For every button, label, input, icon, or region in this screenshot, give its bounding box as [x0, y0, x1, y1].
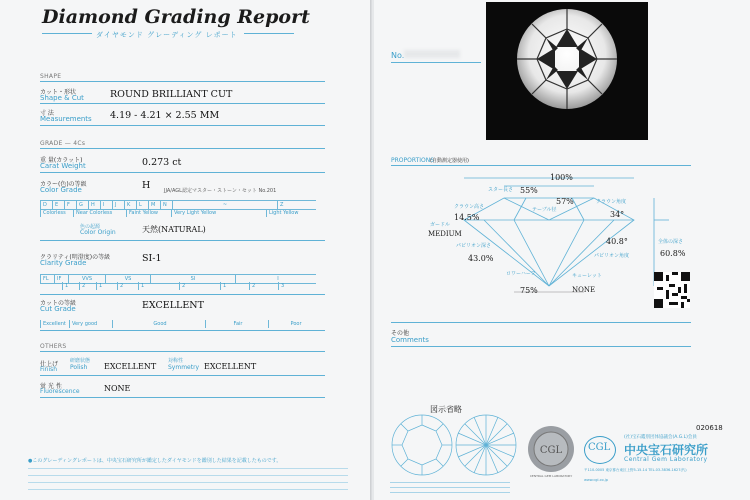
color-scale-letter: Z	[277, 201, 290, 209]
pavilion-depth-label: パビリオン深さ	[456, 243, 491, 249]
pavilion-depth-value: 43.0%	[468, 254, 494, 263]
clarity-scale-item: SI	[150, 275, 235, 283]
diamond-photo-graphic	[486, 2, 648, 140]
measurements-value: 4.19 - 4.21 × 2.55 MM	[110, 110, 220, 121]
color-scale-letter: F	[64, 201, 76, 209]
lower-half-label: ロワーハーフ	[506, 271, 536, 277]
clarity-scale-num: 1	[138, 282, 179, 290]
divider	[40, 351, 325, 352]
comments-label-jp: その他	[391, 330, 410, 337]
proportions-label: PROPORTIONS	[391, 157, 435, 164]
clarity-scale-num: 2	[179, 282, 220, 290]
org-address: 〒110-0005 東京都台東区上野5-15-14 TEL.03-3836-1627(代)	[584, 468, 687, 472]
color-scale-letter: I	[100, 201, 112, 209]
color-scale-words	[40, 209, 316, 217]
girdle-label: ガードル	[430, 222, 451, 228]
cut-scale-item: Excellent	[40, 320, 69, 328]
shape-label-en: Shape & Cut	[40, 94, 84, 102]
shape-value: ROUND BRILLIANT CUT	[110, 89, 233, 100]
clarity-scale-num: 2	[79, 282, 96, 290]
total-diameter-value: 100%	[550, 173, 573, 182]
color-scale-word: Colorless	[40, 209, 73, 217]
polish-label-jp: 研磨状態	[70, 358, 91, 364]
table-value: 55%	[520, 186, 538, 195]
plotting-diagrams	[390, 412, 520, 478]
left-page	[0, 0, 372, 500]
divider	[40, 81, 325, 82]
clarity-scale-num: 1	[220, 282, 249, 290]
crown-height-label: クラウン高さ	[454, 204, 485, 210]
crown-angle-value: 34°	[610, 210, 625, 219]
color-label-en: Color Grade	[40, 186, 82, 194]
clarity-scale-num: 3	[278, 282, 307, 290]
color-scale-letter: N	[160, 201, 172, 209]
footnote-fine-print	[28, 466, 348, 494]
color-scale-letter: H	[88, 201, 100, 209]
divider	[391, 165, 691, 166]
lower-half-value: 75%	[520, 286, 538, 295]
color-scale-word: Near Colorless	[73, 209, 126, 217]
carat-label-en: Carat Weight	[40, 162, 86, 170]
diamond-photo	[486, 2, 648, 140]
divider	[391, 62, 481, 63]
symmetry-label-en: Symmetry	[168, 364, 200, 371]
cut-label-jp: カットの等級	[40, 300, 76, 307]
section-shape: SHAPE	[40, 73, 62, 80]
shape-label-jp: カット・形状	[40, 89, 76, 96]
clarity-scale-num: 2	[117, 282, 138, 290]
report-no-label: No.	[391, 51, 405, 60]
origin-label-jp: 色の起源	[80, 224, 101, 230]
color-scale-letter: K	[124, 201, 136, 209]
cut-scale-item: Good	[112, 320, 205, 328]
title-rule-left	[42, 33, 92, 34]
divider	[40, 172, 325, 173]
clarity-label-en: Clarity Grade	[40, 259, 87, 267]
org-website: www.cgl.co.jp	[584, 478, 608, 482]
color-scale-word: Light Yellow	[266, 209, 313, 217]
cut-scale	[40, 320, 316, 328]
carat-label-jp: 重 量(カラット)	[40, 157, 83, 164]
divider	[40, 125, 325, 126]
fluorescence-value: NONE	[104, 384, 131, 393]
report-no-blurred	[404, 50, 460, 58]
clarity-scale-item: FL	[40, 275, 54, 283]
divider	[391, 346, 691, 347]
clarity-value: SI-1	[142, 253, 162, 264]
clarity-scale-item: I	[235, 275, 320, 283]
divider	[40, 294, 325, 295]
seal-monogram: CGL	[539, 445, 563, 456]
origin-value: 天然(NATURAL)	[142, 225, 206, 234]
origin-label-en: Color Origin	[80, 229, 116, 236]
girdle-value: MEDIUM	[428, 230, 462, 238]
color-value: H	[142, 180, 151, 191]
qr-code[interactable]	[654, 272, 690, 308]
cut-scale-item: Poor	[268, 320, 321, 328]
polish-label-en: Polish	[70, 364, 88, 371]
symmetry-label-jp: 対称性	[168, 358, 184, 364]
color-scale-letter: M	[148, 201, 160, 209]
color-scale-letter: D	[40, 201, 52, 209]
clarity-label-jp: クラリティ(明澄度)の等級	[40, 254, 111, 261]
divider	[40, 397, 325, 398]
org-name-en: Central Gem Laboratory	[624, 456, 708, 463]
color-scale-letter: L	[136, 201, 148, 209]
fluorescence-label-jp: 蛍 光 性	[40, 383, 62, 390]
table-diameter-label: テーブル径	[532, 207, 557, 213]
divider	[391, 322, 691, 323]
color-scale-letter: G	[76, 201, 88, 209]
crown-angle-label: クラウン角度	[596, 199, 627, 205]
org-membership: (社)宝石鑑別団体協議会(A.G.L)会員	[624, 435, 697, 440]
cut-scale-item: Very good	[69, 320, 112, 328]
pavilion-angle-value: 40.8°	[606, 237, 628, 246]
seal-text: CENTRAL GEM LABORATORY	[529, 474, 573, 478]
culet-value: NONE	[572, 286, 596, 294]
measurements-label-jp: 寸 法	[40, 110, 54, 117]
proportion-diagram	[454, 168, 674, 298]
clarity-scale-num: 2	[249, 282, 278, 290]
diagram-omitted-label: 図示省略	[430, 405, 462, 414]
section-grade: GRADE — 4Cs	[40, 140, 86, 147]
footnote: ●このグレーディングレポートは、中央宝石研究所が鑑定したダイヤモンドを鑑別した結果を記載したものです。	[28, 458, 282, 464]
embossed-seal	[526, 424, 576, 474]
clarity-scale-item: VS	[105, 275, 150, 283]
fluorescence-label-en: Fluorescence	[40, 388, 80, 395]
cut-label-en: Cut Grade	[40, 305, 76, 313]
clarity-scale-item: IF	[54, 275, 68, 283]
star-value: 57%	[556, 197, 574, 206]
culet-label: キューレット	[572, 273, 602, 279]
report-title: Diamond Grading Report	[42, 6, 310, 28]
divider	[40, 330, 325, 331]
clarity-scale-bottom	[62, 282, 316, 290]
measurements-label-en: Measurements	[40, 115, 92, 123]
symmetry-value: EXCELLENT	[204, 362, 257, 371]
cut-value: EXCELLENT	[142, 300, 204, 311]
cut-scale-item: Fair	[205, 320, 268, 328]
clarity-scale-num: 1	[62, 282, 79, 290]
total-depth-value: 60.8%	[660, 249, 686, 258]
finish-label-jp: 仕上げ	[40, 361, 59, 368]
divider	[40, 240, 325, 241]
color-label-jp: カラー(色)の等級	[40, 181, 87, 188]
polish-value: EXCELLENT	[104, 362, 157, 371]
divider	[40, 148, 325, 149]
carat-value: 0.273 ct	[142, 157, 182, 168]
cgl-logo-text: CGL	[588, 442, 611, 453]
proportions-note: (自動測定器使用)	[430, 158, 469, 164]
comments-label-en: Comments	[391, 336, 429, 344]
serial-number: 020618	[696, 424, 723, 432]
right-page	[374, 0, 750, 500]
bottom-fine-print	[390, 480, 510, 494]
pavilion-angle-label: パビリオン角度	[594, 253, 629, 259]
crown-height-value: 14.5%	[454, 213, 480, 222]
divider	[40, 375, 325, 376]
title-rule-right	[244, 33, 294, 34]
divider	[40, 103, 325, 104]
total-depth-label: 全体の深さ	[658, 239, 684, 245]
color-scale-letter: J	[112, 201, 124, 209]
color-scale-word: Very Light Yellow	[171, 209, 266, 217]
color-scale-word: Faint Yellow	[126, 209, 171, 217]
finish-label-en: Finish	[40, 366, 58, 373]
org-name-jp: 中央宝石研究所	[624, 443, 709, 457]
color-scale-letter: ~	[172, 201, 277, 209]
color-scale-letter: E	[52, 201, 64, 209]
report-subtitle-jp: ダイヤモンド グレーディング レポート	[96, 31, 238, 39]
color-master-stone-note: JJA/AGL認定マスター・ストーン・セット No.201	[164, 188, 277, 194]
section-others: OTHERS	[40, 343, 67, 350]
clarity-scale-num: 1	[96, 282, 117, 290]
star-length-label: スター長さ	[488, 187, 514, 193]
clarity-scale-item: VVS	[68, 275, 105, 283]
